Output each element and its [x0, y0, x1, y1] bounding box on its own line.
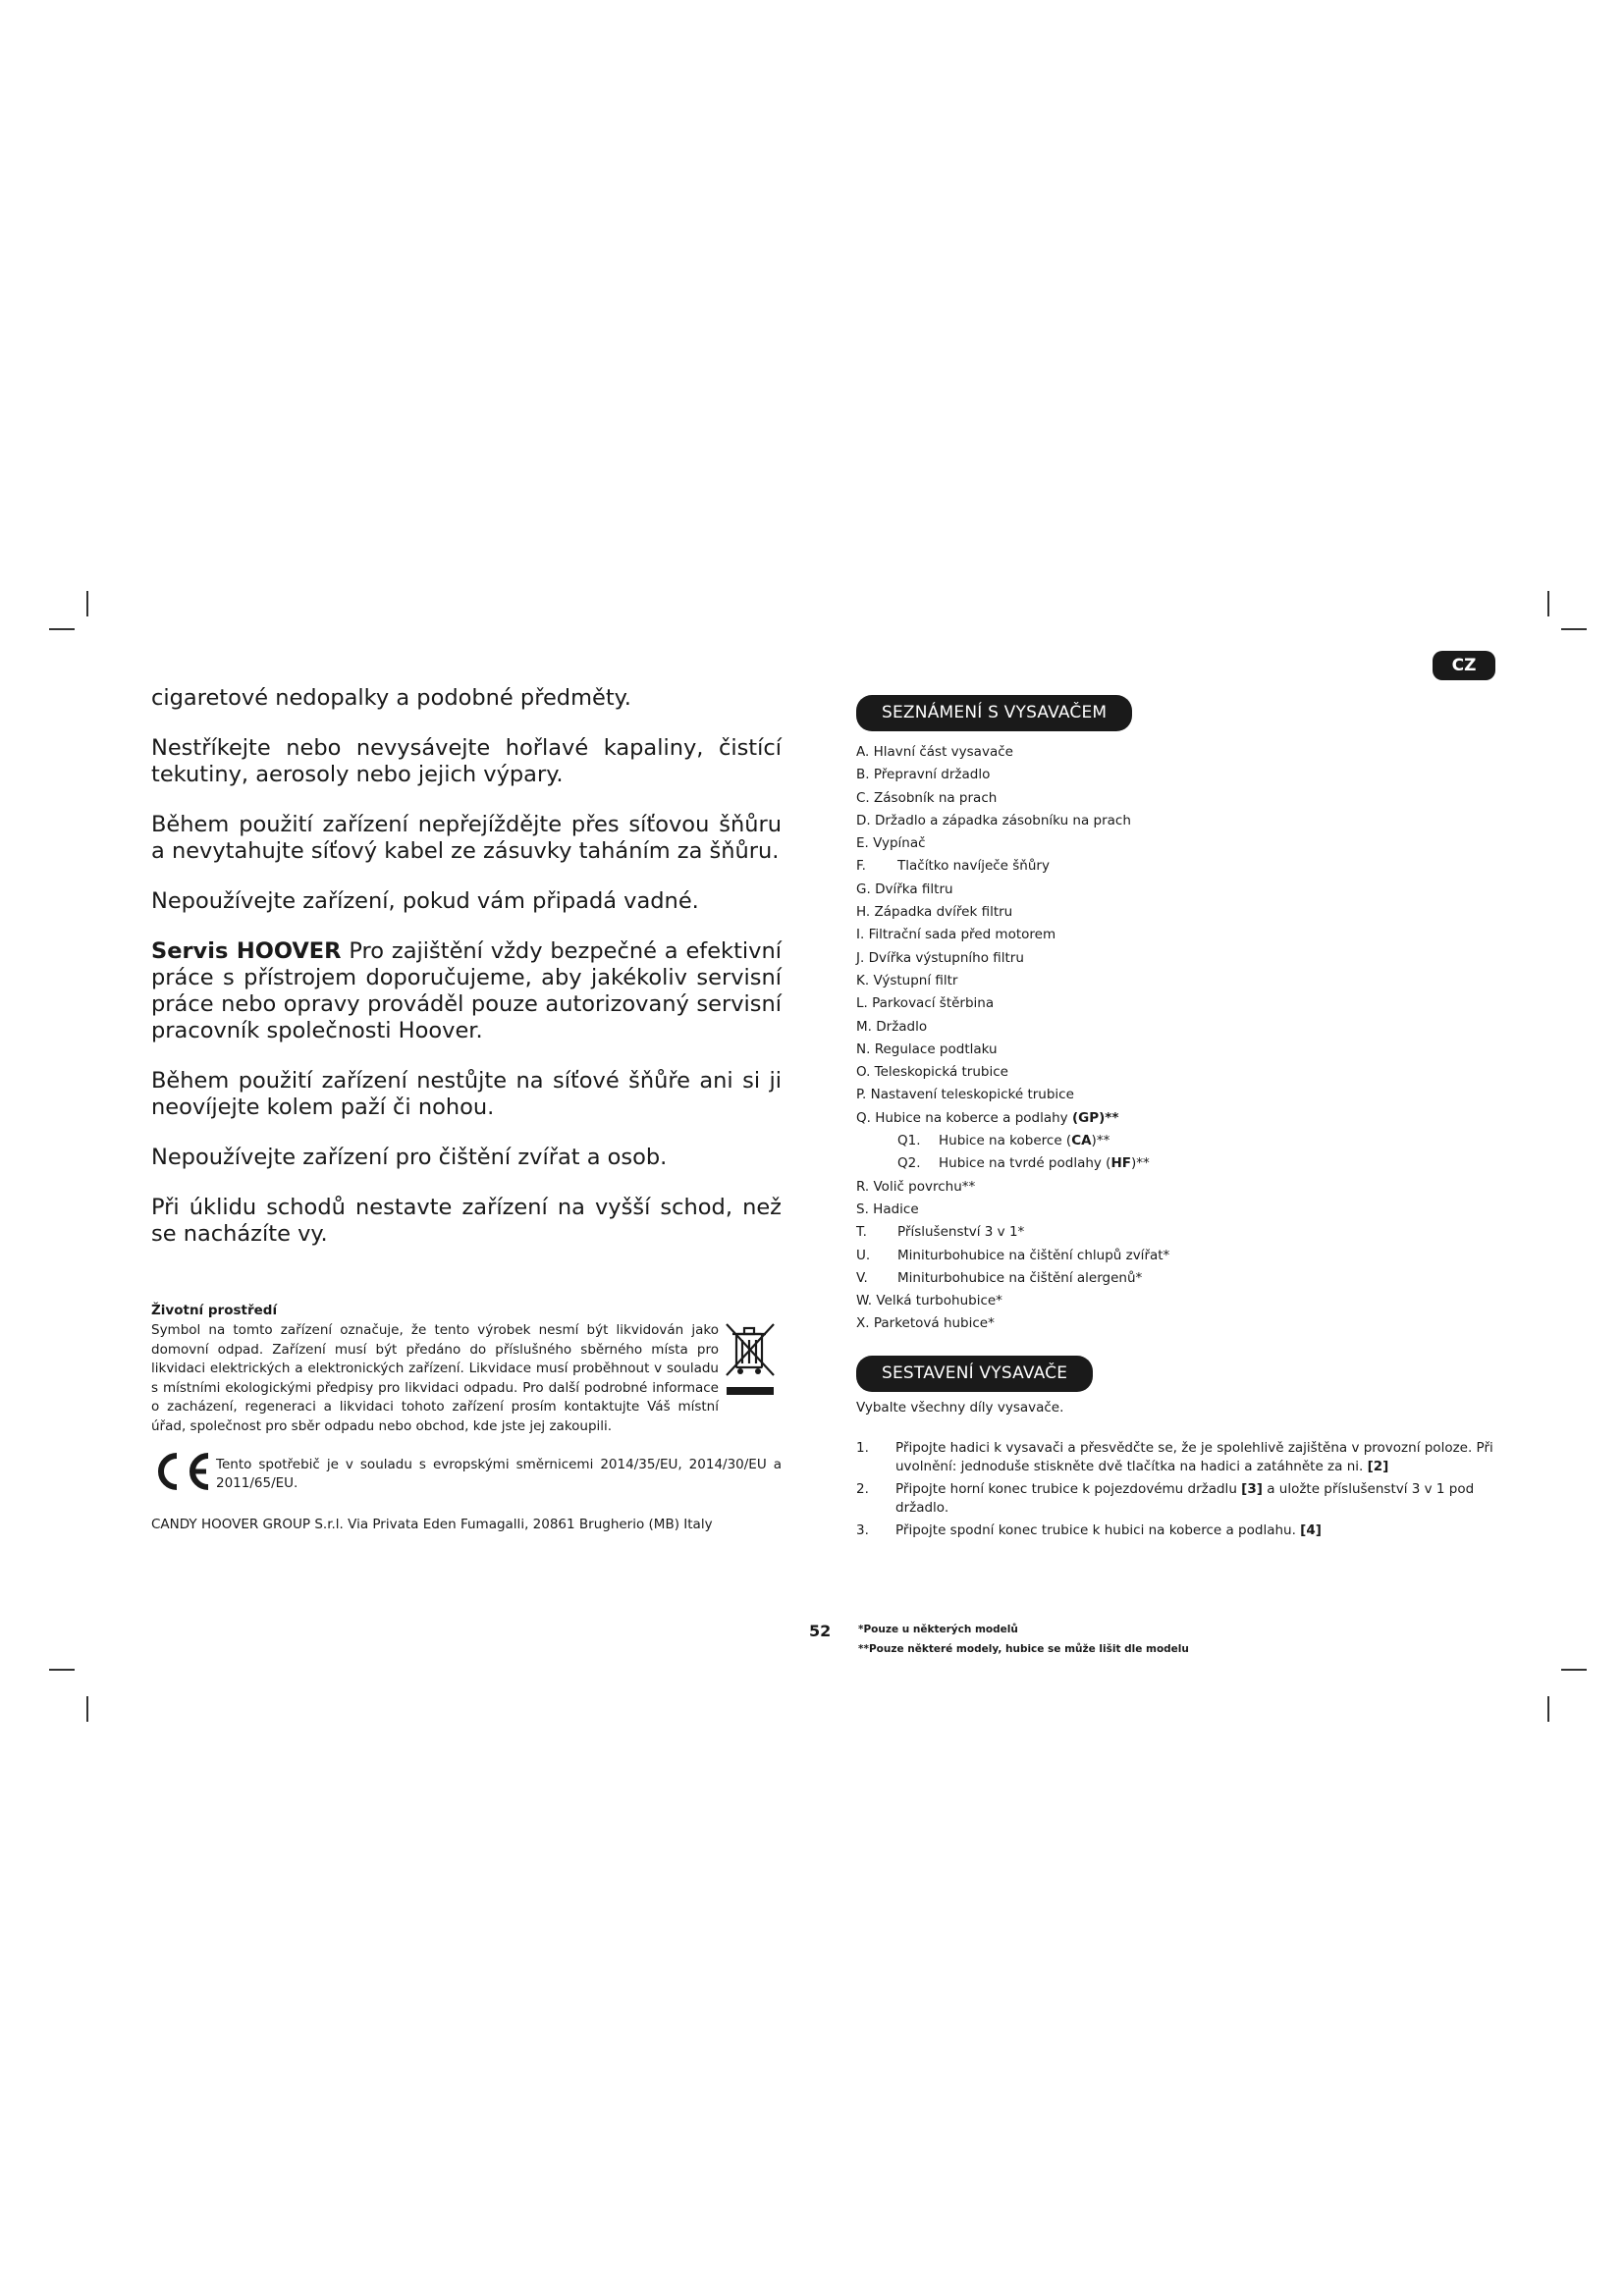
part-item	[856, 901, 1494, 924]
part-letter: X.	[856, 1315, 870, 1332]
part-letter: A.	[856, 744, 870, 760]
part-item	[856, 1176, 1494, 1199]
part-text: Hlavní část vysavače	[873, 744, 1013, 760]
part-item	[856, 970, 1494, 992]
crop-mark	[49, 628, 75, 630]
service-text: Pro zajištění vždy bezpečné a efektivní práce s přístrojem doporučujeme, aby jakékoliv servisní práce nebo opravy prováděl pouze autorizovaný servisní pracovník společnosti Hoover.	[151, 938, 782, 1043]
part-item	[856, 1016, 1494, 1039]
part-text: Volič povrchu**	[873, 1178, 976, 1195]
step-number: 3.	[856, 1522, 869, 1538]
environment-text: Symbol na tomto zařízení označuje, že tento výrobek nesmí být likvidován jako domovní odpad. Zařízení musí být předáno do příslušného sběrného místa pro likvidaci elektrických a elektronických zařízení. Likvidace musí proběhnout v souladu s místními ekologickými předpisy pro likvidaci odpadu. Pro další podrobné informace o zacházení, regeneraci a likvidaci tohoto zařízení prosím kontaktujte Váš místní úřad, společnost pro sběr odpadu nebo obchod, kde jste jej zakoupili.	[151, 1322, 719, 1434]
part-letter: S.	[856, 1201, 869, 1217]
unpack-instruction: Vybalte všechny díly vysavače.	[856, 1399, 1064, 1415]
step-text	[895, 1522, 1494, 1541]
step-body: Připojte hadici k vysavači a přesvědčte se, že je spolehlivě zajištěna v provozní poloze. Při uvolnění: jednoduše stiskněte dvě tlačítka na hadici a zatáhněte za ni.	[895, 1439, 1493, 1475]
part-code: CA	[1071, 1133, 1092, 1149]
figure-reference: [2]	[1367, 1459, 1389, 1475]
part-code: HF	[1110, 1155, 1131, 1172]
part-text: Hubice na koberce (	[939, 1133, 1072, 1149]
part-item	[856, 1084, 1494, 1106]
environment-title: Životní prostředí	[151, 1303, 278, 1318]
part-text: Parketová hubice*	[873, 1315, 995, 1332]
part-text: Dvířka filtru	[875, 881, 953, 897]
part-letter: C.	[856, 789, 870, 806]
part-letter: T.	[856, 1224, 867, 1241]
assembly-step	[856, 1480, 1494, 1519]
part-item	[856, 832, 1494, 855]
part-text: Držadlo	[876, 1018, 928, 1035]
crop-mark	[1547, 591, 1549, 616]
crop-mark	[86, 591, 88, 616]
step-body-tail: a uložte příslušenství 3 v 1 pod držadlo.	[895, 1480, 1475, 1517]
ce-compliance-text: Tento spotřebič je v souladu s evropskými směrnicemi 2014/35/EU, 2014/30/EU a 2011/65/EU.	[216, 1457, 782, 1491]
part-text: Západka dvířek filtru	[874, 904, 1013, 921]
safety-column	[151, 685, 782, 1532]
part-letter: B.	[856, 767, 870, 783]
step-number: 2.	[856, 1480, 869, 1497]
footnote: **Pouze některé modely, hubice se může lišit dle modelu	[858, 1643, 1189, 1655]
page-number: 52	[809, 1622, 832, 1640]
part-letter: D.	[856, 812, 871, 828]
part-text: Miniturbohubice na čištění chlupů zvířat*	[897, 1247, 1170, 1263]
part-text: Držadlo a západka zásobníku na prach	[874, 812, 1131, 828]
part-suffix: )**	[1091, 1133, 1110, 1149]
part-letter: K.	[856, 972, 870, 988]
part-letter: R.	[856, 1178, 870, 1195]
part-letter: J.	[856, 949, 865, 966]
environment-section	[151, 1303, 782, 1436]
part-text: Velká turbohubice*	[876, 1293, 1002, 1309]
part-code: (GP)**	[1071, 1109, 1119, 1126]
part-text: Teleskopická trubice	[874, 1064, 1008, 1081]
part-text: Příslušenství 3 v 1*	[897, 1224, 1025, 1241]
part-item	[856, 1152, 1494, 1175]
parts-list	[856, 741, 1494, 1336]
part-item	[856, 741, 1494, 764]
part-suffix: )**	[1131, 1155, 1150, 1172]
part-text: Zásobník na prach	[874, 789, 998, 806]
safety-paragraph: Během použití zařízení nestůjte na síťové šňůře ani si ji neovíjejte kolem paží či nohou.	[151, 1068, 782, 1120]
assembly-step	[856, 1522, 1494, 1541]
section-heading-assembly: SESTAVENÍ VYSAVAČE	[856, 1356, 1093, 1392]
step-number: 1.	[856, 1439, 869, 1456]
part-text: Filtrační sada před motorem	[868, 927, 1056, 943]
part-letter: H.	[856, 904, 871, 921]
part-item	[856, 924, 1494, 946]
part-letter: G.	[856, 881, 871, 897]
part-letter: V.	[856, 1269, 868, 1286]
part-text: Hadice	[873, 1201, 919, 1217]
part-letter: I.	[856, 927, 865, 943]
part-text: Regulace podtlaku	[874, 1041, 998, 1057]
ce-mark-icon	[151, 1450, 212, 1493]
part-letter: M.	[856, 1018, 872, 1035]
part-letter: E.	[856, 835, 869, 852]
part-letter: O.	[856, 1064, 871, 1081]
part-letter: Q.	[856, 1109, 871, 1126]
figure-reference: [3]	[1241, 1480, 1263, 1497]
figure-reference: [4]	[1300, 1522, 1322, 1538]
part-item	[856, 1290, 1494, 1312]
crop-mark	[1561, 628, 1587, 630]
part-item	[856, 810, 1494, 832]
part-text: Hubice na tvrdé podlahy (	[939, 1155, 1111, 1172]
crop-mark	[86, 1696, 88, 1722]
safety-paragraph: Nestříkejte nebo nevysávejte hořlavé kapaliny, čistící tekutiny, aerosoly nebo jejich výpary.	[151, 735, 782, 787]
crop-mark	[1547, 1696, 1549, 1722]
language-badge: CZ	[1433, 651, 1495, 680]
part-letter: L.	[856, 995, 868, 1012]
crop-mark	[1561, 1669, 1587, 1671]
safety-paragraph: Při úklidu schodů nestavte zařízení na vyšší schod, než se nacházíte vy.	[151, 1195, 782, 1247]
part-text: Vypínač	[873, 835, 926, 852]
part-item	[856, 879, 1494, 901]
part-item	[856, 947, 1494, 970]
assembly-steps	[856, 1439, 1494, 1541]
part-letter: W.	[856, 1293, 873, 1309]
company-address: CANDY HOOVER GROUP S.r.l. Via Privata Eden Fumagalli, 20861 Brugherio (MB) Italy	[151, 1517, 713, 1532]
safety-paragraph: cigaretové nedopalky a podobné předměty.	[151, 685, 631, 711]
safety-paragraph: Během použití zařízení nepřejíždějte přes síťovou šňůru a nevytahujte síťový kabel ze zásuvky taháním za šňůru.	[151, 812, 782, 864]
part-text: Výstupní filtr	[873, 972, 958, 988]
part-item	[856, 855, 1494, 878]
service-paragraph	[151, 938, 782, 1044]
crop-mark	[49, 1669, 75, 1671]
part-item	[856, 1312, 1494, 1335]
step-text	[895, 1480, 1494, 1519]
footnotes	[858, 1620, 1189, 1659]
part-text: Hubice na koberce a podlahy	[875, 1109, 1072, 1126]
assembly-step	[856, 1439, 1494, 1477]
part-text: Přepravní držadlo	[873, 767, 991, 783]
part-text: Dvířka výstupního filtru	[868, 949, 1024, 966]
safety-paragraph: Nepoužívejte zařízení pro čištění zvířat a osob.	[151, 1145, 668, 1170]
part-item	[856, 1039, 1494, 1061]
part-item	[856, 1221, 1494, 1244]
part-letter: N.	[856, 1041, 871, 1057]
part-item	[856, 1267, 1494, 1290]
part-letter: U.	[856, 1247, 871, 1263]
part-letter: Q1.	[897, 1133, 921, 1149]
part-item	[856, 992, 1494, 1015]
part-item	[856, 1107, 1494, 1130]
part-text: Nastavení teleskopické trubice	[870, 1087, 1074, 1103]
step-body: Připojte spodní konec trubice k hubici na koberce a podlahu.	[895, 1522, 1301, 1538]
part-item	[856, 1061, 1494, 1084]
step-text	[895, 1439, 1494, 1477]
part-item	[856, 764, 1494, 786]
vacuum-column	[856, 695, 1494, 1543]
part-text: Parkovací štěrbina	[872, 995, 995, 1012]
footnote: *Pouze u některých modelů	[858, 1624, 1018, 1635]
part-text: Tlačítko navíječe šňůry	[897, 858, 1050, 875]
part-item	[856, 787, 1494, 810]
section-heading-intro: SEZNÁMENÍ S VYSAVAČEM	[856, 695, 1132, 731]
part-letter: P.	[856, 1087, 867, 1103]
weee-crossed-bin-icon	[723, 1320, 778, 1399]
part-item	[856, 1199, 1494, 1221]
part-letter: Q2.	[897, 1155, 921, 1172]
safety-paragraph: Nepoužívejte zařízení, pokud vám připadá vadné.	[151, 888, 699, 914]
part-item	[856, 1130, 1494, 1152]
part-item	[856, 1245, 1494, 1267]
ce-section	[151, 1450, 782, 1493]
step-body: Připojte horní konec trubice k pojezdovému držadlu	[895, 1480, 1242, 1497]
part-text: Miniturbohubice na čištění alergenů*	[897, 1269, 1143, 1286]
service-heading: Servis HOOVER	[151, 938, 342, 964]
part-letter: F.	[856, 858, 866, 875]
